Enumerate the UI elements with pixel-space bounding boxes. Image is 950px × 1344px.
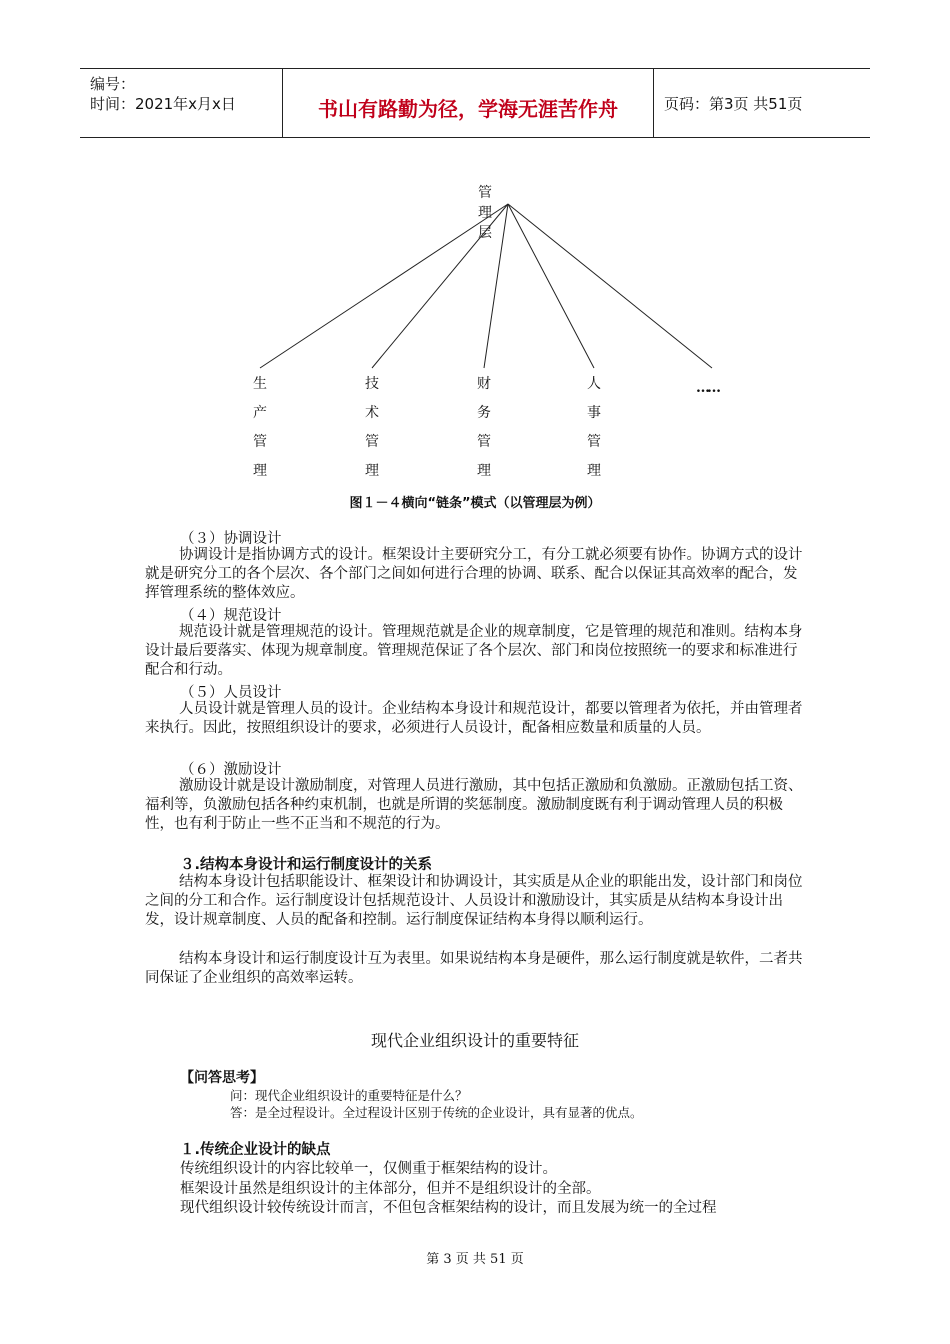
sec5-title: （５）人员设计: [180, 685, 282, 701]
subsection-title: １.传统企业设计的缺点: [180, 1142, 331, 1158]
branch-line: [508, 204, 594, 368]
branch-label: 人 事 管 理: [587, 376, 601, 479]
sec4-title: （４）规范设计: [180, 608, 282, 624]
body-line: 框架设计虽然是组织设计的主体部分，但并不是组织设计的全部。: [180, 1181, 601, 1197]
qa-heading: 【问答思考】: [180, 1070, 264, 1086]
branch-line: [260, 204, 508, 368]
branch-ellipsis: ……: [696, 380, 718, 396]
section-title: 现代企业组织设计的重要特征: [370, 1031, 579, 1050]
sec6-title: （６）激励设计: [180, 762, 282, 778]
header-motto-cell: [283, 69, 654, 137]
relation-paragraph-2: 结构本身设计和运行制度设计互为表里。如果说结构本身是硬件，那么运行制度就是软件，二者共同保证了企业组织的高效率运转。: [145, 951, 803, 987]
number-label: 编号：: [90, 75, 136, 93]
qa-answer: 答：是全过程设计。全过程设计区别于传统的企业设计，具有显著的优点。: [230, 1105, 643, 1120]
motto: 书山有路勤为径，学海无涯苦作舟: [318, 97, 618, 121]
branch-line: [508, 204, 712, 368]
relation-paragraph-1: 结构本身设计包括职能设计、框架设计和协调设计，其实质是从企业的职能出发，设计部门和岗位之间的分工和合作。运行制度设计包括规范设计、人员设计和激励设计，其实质是从结构本身设计出发，设计规章制度、人员的配备和控制。运行制度保证结构本身得以顺利运行。: [145, 874, 803, 929]
branch-label: 生 产 管 理: [253, 376, 267, 479]
sec4-text: 规范设计就是管理规范的设计。管理规范就是企业的规章制度，它是管理的规范和准则。结构本身设计最后要落实、体现为规章制度。管理规范保证了各个层次、部门和岗位按照统一的要求和标准进行配合和行动。: [145, 624, 803, 679]
sec5-text: 人员设计就是管理人员的设计。企业结构本身设计和规范设计，都要以管理者为依托，并由管理者来执行。因此，按照组织设计的要求，必须进行人员设计，配备相应数量和质量的人员。: [145, 701, 803, 737]
qa-question: 问：现代企业组织设计的重要特征是什么？: [230, 1088, 468, 1103]
relation-title: ３.结构本身设计和运行制度设计的关系: [180, 857, 433, 873]
sec3-text: 协调设计是指协调方式的设计。框架设计主要研究分工，有分工就必须要有协作。协调方式的设计就是研究分工的各个层次、各个部门之间如何进行合理的协调、联系、配合以保证其高效率的配合，发挥管理系统的整体效应。: [145, 547, 803, 602]
sec6-text: 激励设计就是设计激励制度，对管理人员进行激励，其中包括正激励和负激励。正激励包括工资、福利等，负激励包括各种约束机制，也就是所谓的奖惩制度。激励制度既有利于调动管理人员的积极性，也有利于防止一些不正当和不规范的行为。: [145, 778, 803, 833]
header-meta-cell: [80, 69, 283, 137]
body-line: 传统组织设计的内容比较单一，仅侧重于框架结构的设计。: [180, 1161, 557, 1177]
page-header: [80, 68, 870, 138]
diagram-root-label: 管理层: [478, 185, 492, 241]
body-line: 现代组织设计较传统设计而言，不但包含框架结构的设计，而且发展为统一的全过程: [180, 1200, 717, 1216]
figure-caption: 图１－４横向“链条”模式（以管理层为例）: [349, 496, 601, 511]
header-page-cell: [654, 69, 870, 137]
branch-label: 财 务 管 理: [477, 376, 491, 479]
page-code: 页码：第3页 共51页: [664, 95, 803, 113]
time-label: 时间：2021年x月x日: [90, 95, 236, 113]
branch-label: 技 术 管 理: [365, 376, 379, 479]
sec3-title: （３）协调设计: [180, 531, 282, 547]
page-footer: 第 3 页 共 51 页: [426, 1252, 524, 1267]
